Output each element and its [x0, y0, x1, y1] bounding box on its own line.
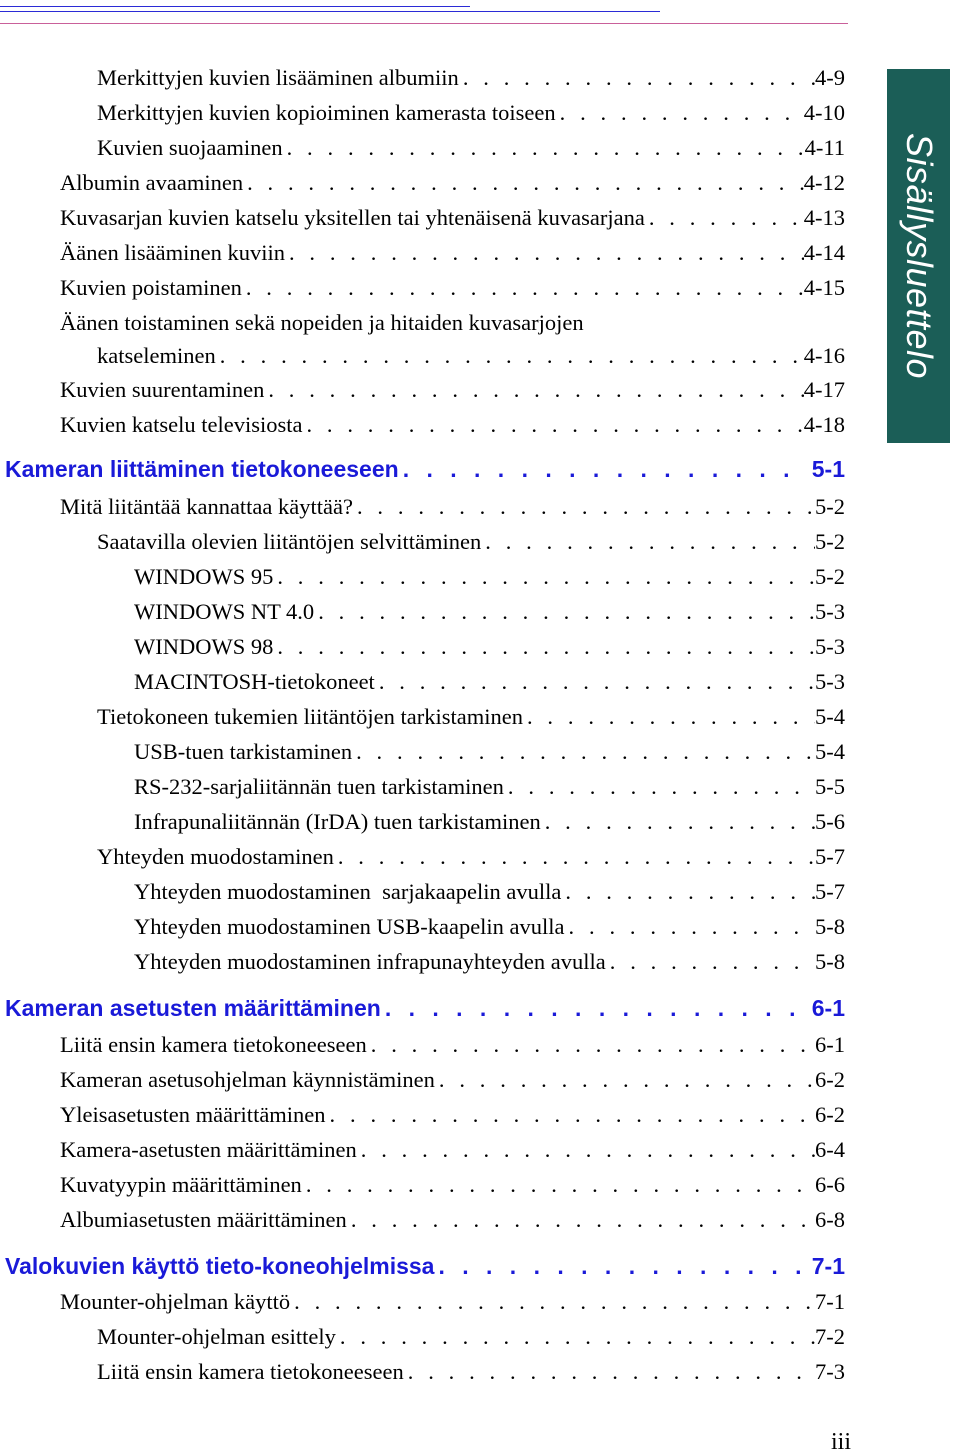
toc-entry[interactable]: [60, 238, 845, 268]
toc-entry[interactable]: [134, 912, 845, 942]
toc-entry-title: Äänen lisääminen kuviin: [60, 240, 285, 265]
toc-leader-dots: [541, 807, 815, 837]
toc-chapter-entry[interactable]: [5, 1251, 845, 1281]
toc-entry-page: 5-2: [815, 564, 845, 589]
toc-entry[interactable]: [60, 1135, 845, 1165]
toc-entry-page: 6-1: [815, 1032, 845, 1057]
toc-entry-title: Yhteyden muodostaminen USB-kaapelin avulla: [134, 914, 565, 939]
toc-entry-page: 4-15: [803, 275, 845, 300]
toc-leader-dots: [435, 1065, 815, 1095]
toc-entry-page: 4-14: [803, 240, 845, 265]
toc-leader-dots: [357, 1135, 815, 1165]
toc-entry-title: Kuvien katselu televisiosta: [60, 412, 303, 437]
toc-entry-page: 4-17: [803, 377, 845, 402]
toc-chapter-entry[interactable]: [5, 454, 845, 484]
toc-entry[interactable]: [60, 273, 845, 303]
toc-entry-title: Kamera-asetusten määrittäminen: [60, 1137, 357, 1162]
toc-entry-title: Kuvatyypin määrittäminen: [60, 1172, 302, 1197]
toc-entry-page: 4-11: [804, 135, 845, 160]
toc-chapter-entry[interactable]: [5, 993, 845, 1023]
toc-leader-dots: [273, 562, 815, 592]
toc-entry-title: Kuvasarjan kuvien katselu yksitellen tai yhtenäisenä kuvasarjana: [60, 205, 645, 230]
toc-entry[interactable]: [134, 807, 845, 837]
toc-entry-title: Liitä ensin kamera tietokoneeseen: [97, 1359, 404, 1384]
toc-entry-title: katseleminen: [97, 343, 216, 368]
toc-entry-page: 5-6: [815, 809, 845, 834]
toc-entry[interactable]: [97, 527, 845, 557]
toc-entry[interactable]: [60, 1030, 845, 1060]
header-rule-blue-short: [0, 6, 470, 7]
toc-entry-title: Mounter-ohjelman esittely: [97, 1324, 336, 1349]
toc-leader-dots: [504, 772, 815, 802]
toc-leader-dots: [556, 98, 804, 128]
toc-entry[interactable]: [134, 947, 845, 977]
toc-entry-title: Kuvien poistaminen: [60, 275, 242, 300]
toc-leader-dots: [336, 1322, 815, 1352]
toc-entry[interactable]: [60, 492, 845, 522]
toc-leader-dots: [285, 238, 804, 268]
toc-chapter-page: 7-1: [811, 1253, 845, 1279]
toc-entry-title: Saatavilla olevien liitäntöjen selvittäminen: [97, 529, 482, 554]
toc-leader-dots: [314, 597, 815, 627]
toc-entry-title: WINDOWS 98: [134, 634, 274, 659]
toc-leader-dots: [434, 1251, 801, 1281]
toc-entry[interactable]: [134, 877, 845, 907]
page-number: iii: [831, 1429, 852, 1455]
toc-entry-page: 5-5: [815, 774, 845, 799]
toc-entry-title: USB-tuen tarkistaminen: [134, 739, 353, 764]
toc-entry-page: 5-8: [815, 914, 845, 939]
toc-entry-page: 6-6: [815, 1172, 845, 1197]
toc-entry-title: Yhteyden muodostaminen infrapunayhteyden avulla: [134, 949, 606, 974]
toc-entry[interactable]: [60, 410, 845, 440]
toc-entry-title: Liitä ensin kamera tietokoneeseen: [60, 1032, 367, 1057]
toc-entry-title: Yleisasetusten määrittäminen: [60, 1102, 326, 1127]
toc-entry-page: 5-8: [815, 949, 845, 974]
toc-entry-page: 5-4: [815, 704, 845, 729]
toc-entry-page: 4-16: [803, 343, 845, 368]
toc-entry-title: Yhteyden muodostaminen: [97, 844, 334, 869]
toc-entry-page: 6-8: [815, 1207, 845, 1232]
toc-entry-page: 5-2: [815, 494, 845, 519]
toc-entry[interactable]: [97, 702, 845, 732]
toc-entry-page: 5-4: [815, 739, 845, 764]
toc-leader-dots: [302, 410, 803, 440]
toc-entry[interactable]: [60, 375, 845, 405]
toc-entry-page: 4-18: [803, 412, 845, 437]
toc-leader-dots: [290, 1287, 815, 1317]
toc-chapter-title: Kameran liittäminen tietokoneeseen: [5, 456, 399, 482]
toc-entry[interactable]: [97, 1322, 845, 1352]
toc-leader-dots: [459, 63, 815, 93]
toc-entry-page: 5-3: [815, 599, 845, 624]
toc-leader-dots: [352, 737, 815, 767]
toc-entry[interactable]: [60, 168, 845, 198]
toc-entry-page: 5-7: [815, 844, 845, 869]
toc-entry-title: RS-232-sarjaliitännän tuen tarkistaminen: [134, 774, 504, 799]
toc-entry-title: Infrapunaliitännän (IrDA) tuen tarkistaminen: [134, 809, 541, 834]
toc-leader-dots: [481, 527, 815, 557]
toc-entry-page: 5-7: [815, 879, 845, 904]
toc-entry-title: Albumiasetusten määrittäminen: [60, 1207, 347, 1232]
toc-leader-dots: [326, 1100, 815, 1130]
toc-entry-title: Mitä liitäntää kannattaa käyttää?: [60, 494, 353, 519]
header-rule-blue-long: [0, 11, 660, 12]
toc-entry-page: 4-12: [803, 170, 845, 195]
toc-entry-page: 7-3: [815, 1359, 845, 1384]
toc-entry[interactable]: [134, 562, 845, 592]
toc-entry[interactable]: [60, 203, 845, 233]
toc-entry[interactable]: [97, 341, 845, 371]
toc-leader-dots: [264, 375, 803, 405]
toc-leader-dots: [367, 1030, 815, 1060]
toc-entry[interactable]: [60, 1287, 845, 1317]
toc-entry-page: 7-1: [815, 1289, 845, 1314]
header-rule-pink: [0, 23, 848, 24]
toc-entry[interactable]: [134, 667, 845, 697]
toc-entry[interactable]: [97, 1357, 845, 1387]
toc-leader-dots: [375, 667, 815, 697]
toc-entry-title: Kuvien suojaaminen: [97, 135, 283, 160]
toc-entry-title: Merkittyjen kuvien lisääminen albumiin: [97, 65, 459, 90]
toc-entry-page: 4-9: [815, 65, 845, 90]
toc-entry-title: Kameran asetusohjelman käynnistäminen: [60, 1067, 435, 1092]
toc-entry-title: Äänen toistaminen sekä nopeiden ja hitaiden kuvasarjojen: [60, 310, 584, 335]
toc-entry-title: Kuvien suurentaminen: [60, 377, 265, 402]
toc-entry[interactable]: [60, 1205, 845, 1235]
toc-entry[interactable]: [134, 772, 845, 802]
toc-entry[interactable]: [60, 308, 845, 338]
toc-entry-page: 7-2: [815, 1324, 845, 1349]
toc-entry-title: Tietokoneen tukemien liitäntöjen tarkistaminen: [97, 704, 523, 729]
toc-leader-dots: [565, 912, 815, 942]
toc-entry[interactable]: [97, 98, 845, 128]
toc-entry[interactable]: [134, 737, 845, 767]
toc-leader-dots: [243, 168, 804, 198]
toc-leader-dots: [381, 993, 802, 1023]
toc-leader-dots: [302, 1170, 815, 1200]
toc-entry[interactable]: [97, 133, 845, 163]
toc-chapter-page: 5-1: [811, 456, 845, 482]
toc-entry-page: 5-3: [815, 634, 845, 659]
toc-entry-title: Merkittyjen kuvien kopioiminen kamerasta toiseen: [97, 100, 556, 125]
toc-entry-title: WINDOWS 95: [134, 564, 274, 589]
toc-leader-dots: [399, 454, 802, 484]
toc-entry-page: 6-2: [815, 1067, 845, 1092]
toc-leader-dots: [242, 273, 804, 303]
toc-entry-page: 4-10: [803, 100, 845, 125]
toc-entry-page: 6-2: [815, 1102, 845, 1127]
toc-chapter-page: 6-1: [811, 995, 845, 1021]
toc-leader-dots: [523, 702, 815, 732]
toc-entry[interactable]: [134, 632, 845, 662]
toc-entry-page: 5-3: [815, 669, 845, 694]
toc-entry[interactable]: [97, 842, 845, 872]
toc-leader-dots: [353, 492, 815, 522]
toc-chapter-title: Valokuvien käyttö tieto-koneohjelmissa: [5, 1253, 435, 1279]
toc-leader-dots: [273, 632, 815, 662]
toc-leader-dots: [334, 842, 815, 872]
toc-entry-page: 5-2: [815, 529, 845, 554]
toc-entry-page: 4-13: [803, 205, 845, 230]
toc-leader-dots: [216, 341, 804, 371]
toc-leader-dots: [347, 1205, 815, 1235]
toc-entry-title: MACINTOSH-tietokoneet: [134, 669, 375, 694]
toc-chapter-title: Kameran asetusten määrittäminen: [5, 995, 381, 1021]
toc-entry[interactable]: [60, 1100, 845, 1130]
toc-entry-title: WINDOWS NT 4.0: [134, 599, 315, 624]
toc-leader-dots: [606, 947, 815, 977]
toc-entry-page: 6-4: [815, 1137, 845, 1162]
toc-leader-dots: [283, 133, 805, 163]
toc-entry[interactable]: [97, 63, 845, 93]
toc-entry[interactable]: [60, 1170, 845, 1200]
toc-entry-title: Albumin avaaminen: [60, 170, 244, 195]
toc-leader-dots: [645, 203, 804, 233]
toc-leader-dots: [561, 877, 815, 907]
toc-leader-dots: [404, 1357, 815, 1387]
section-side-tab: [887, 69, 950, 443]
toc-entry-title: Yhteyden muodostaminen sarjakaapelin avulla: [134, 879, 562, 904]
toc-entry[interactable]: [60, 1065, 845, 1095]
toc-entry-title: Mounter-ohjelman käyttö: [60, 1289, 291, 1314]
section-side-tab-label: Sisällysluettelo: [898, 132, 940, 380]
toc-entry[interactable]: [134, 597, 845, 627]
